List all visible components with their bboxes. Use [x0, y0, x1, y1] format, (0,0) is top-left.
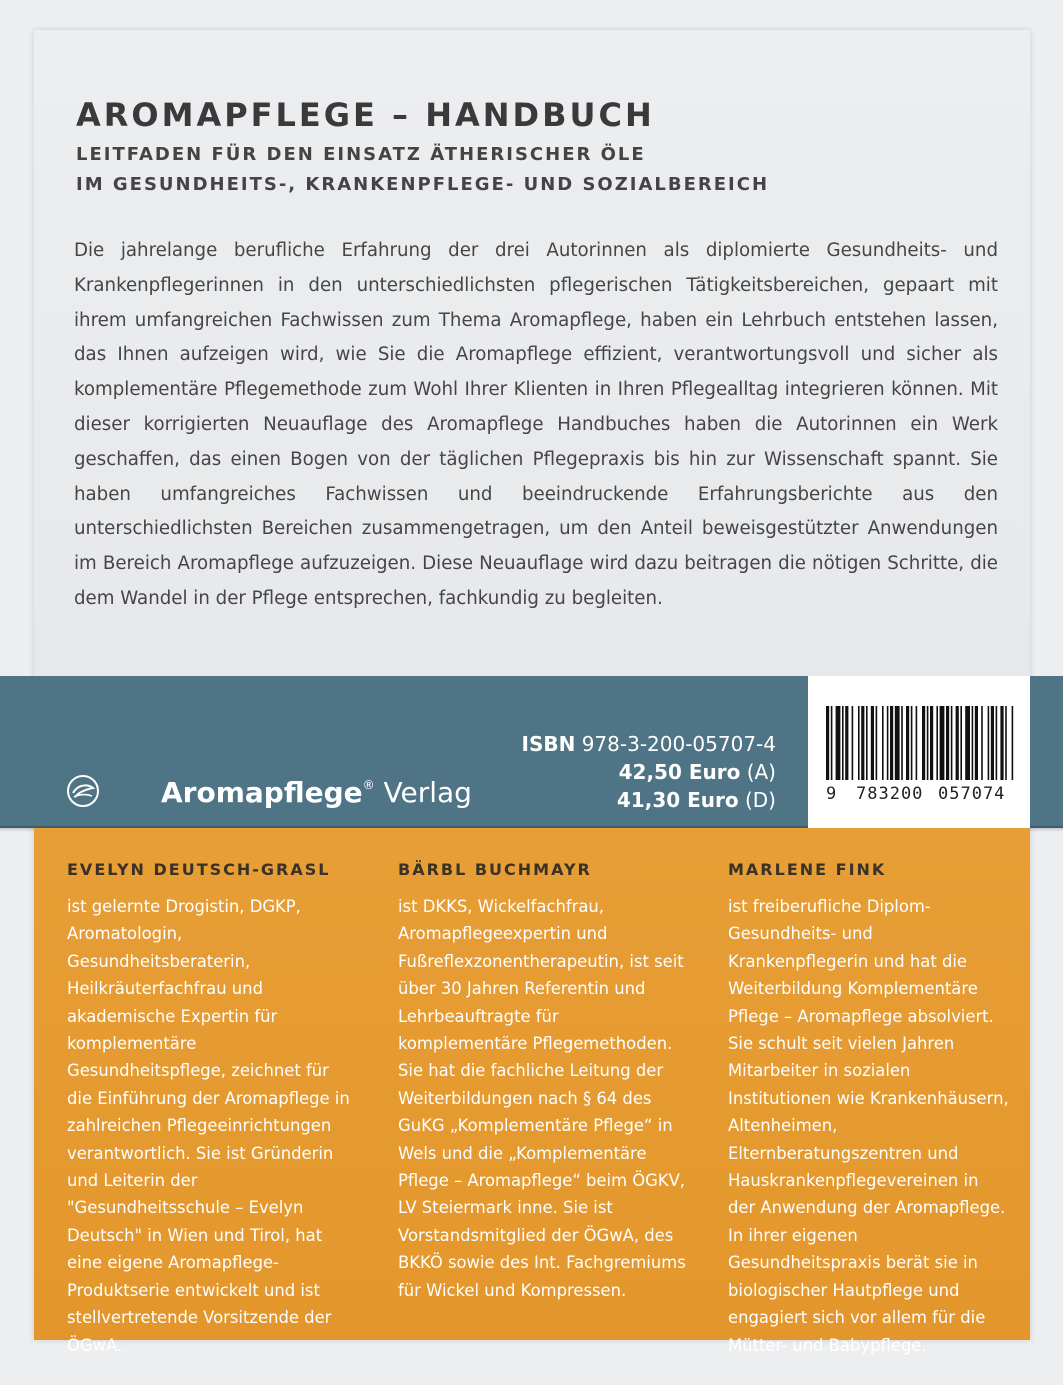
author-column [398, 860, 688, 1304]
leaf-circle-icon [66, 774, 100, 808]
author-bio: ist gelernte Drogistin, DGKP, Aromatologin, Gesundheitsberaterin, Heilkräuterfachfrau und akademische Expertin für komplementäre Gesundheitspflege, zeichnet für die Einführung der Aromapflege in zahlreichen Pflegeeinrichtungen verantwortlich. Sie ist Gründerin und Leiterin der "Gesundheitsschule – Evelyn Deutsch" in Wien und Tirol, hat eine eigene Aromapflege-Produktserie entwickelt und ist stellvertretende Vorsitzende der ÖGwA. [67, 897, 350, 1355]
publisher-name [161, 776, 472, 809]
barcode-group-2: 057074 [938, 784, 1006, 804]
isbn-label: ISBN [521, 732, 576, 756]
barcode-bars [808, 676, 1030, 828]
barcode [808, 676, 1030, 828]
barcode-bar [936, 706, 938, 780]
author-bio: ist freiberufliche Diplom-Gesundheits- und Krankenpflegerin und hat die Weiterbildung Komplementäre Pflege – Aromapflege absolviert. Sie schult seit vielen Jahren Mitarbeiter in sozialen Institutionen wie Krankenhäusern, Altenheimen, Elternberatungszentren und Hauskrankenpflegevereinen in der Anwendung der Aromapflege. In ihrer eigenen Gesundheitspraxis berät sie in biologischer Hautpflege und engagiert sich vor allem für die Mütter- und Babypflege. [728, 897, 1009, 1355]
author-name: BÄRBL BUCHMAYR [398, 860, 592, 879]
barcode-bar [956, 706, 959, 780]
barcode-bar [965, 706, 970, 780]
barcode-bar [946, 706, 949, 780]
barcode-bar [916, 706, 918, 780]
barcode-bar [845, 706, 848, 780]
barcode-bar [842, 706, 844, 780]
barcode-group-1: 783200 [856, 784, 924, 804]
book-subtitle-line-2: IM GESUNDHEITS-, KRANKENPFLEGE- UND SOZIALBEREICH [76, 174, 770, 195]
barcode-lead-digit: 9 [826, 784, 837, 804]
author-name: EVELYN DEUTSCH-GRASL [67, 860, 331, 879]
barcode-bar [1012, 706, 1014, 780]
isbn-line [522, 730, 776, 758]
author-name: MARLENE FINK [728, 860, 887, 879]
barcode-bar [981, 706, 983, 780]
barcode-bar [826, 706, 829, 780]
barcode-bar [895, 706, 900, 780]
publisher-name-rest: Verlag [374, 776, 472, 809]
price-amount: 41,30 Euro [616, 788, 739, 812]
barcode-bar [901, 706, 903, 780]
barcode-bar [836, 706, 841, 780]
barcode-bar [831, 706, 833, 780]
barcode-bar [960, 706, 962, 780]
authors-panel [34, 828, 1030, 1355]
barcode-bar [951, 706, 953, 780]
registered-mark: ® [362, 778, 375, 792]
book-description: Die jahrelange berufliche Erfahrung der drei Autorinnen als diplomierte Gesundheits- und Krankenpflegerinnen in den unterschiedlichsten pflegerischen Tätigkeitsbereichen, gepaart mit ihrem umfangreichen Fachwissen zum Thema Aromapflege, haben ein Lehrbuch entstehen lassen, das Ihnen aufzeigen wird, wie Sie die Aromapflege effizient, verantwortungsvoll und sicher als komplementäre Pflegemethode zum Wohl Ihrer Klienten in Ihren Pflegealltag integrieren können. Mit dieser korrigierten Neuauflage des Aromapflege Handbuches haben die Autorinnen ein Werk geschaffen, das einen Bogen von der täglichen Pflegepraxis bis hin zur Wissenschaft spannt. Sie haben umfangreiches Fachwissen und beeindruckende Erfahrungsberichte aus den unterschiedlichsten Bereichen zusammengetragen, um den Anteil beweisgestützter Anwendungen im Bereich Aromapflege aufzuzeigen. Diese Neuauflage wird dazu beitragen die nötigen Schritte, die dem Wandel in der Pflege entsprechen, fachkundig zu begleiten. [74, 240, 998, 609]
barcode-bar [927, 706, 929, 780]
barcode-bar [988, 706, 990, 780]
book-title: AROMAPFLEGE – HANDBUCH [76, 96, 655, 134]
isbn-price-block [522, 730, 776, 814]
author-column [67, 860, 357, 1359]
price-region: (A) [740, 760, 776, 784]
barcode-bar [940, 706, 945, 780]
isbn-number: 978-3-200-05707-4 [575, 732, 776, 756]
book-back-cover [34, 30, 1030, 1355]
barcode-bar [991, 706, 994, 780]
barcode-bar [930, 706, 933, 780]
barcode-bar [876, 706, 878, 780]
barcode-bar [1005, 706, 1007, 780]
barcode-bar [972, 706, 974, 780]
author-bio: ist DKKS, Wickelfachfrau, Aromapflegeexpertin und Fußreflexzonentherapeutin, ist seit über 30 Jahren Referentin und Lehrbeauftragte für komplementäre Pflegemethoden. Sie hat die fachliche Leitung der Weiterbildungen nach § 64 des GuKG „Komplementäre Pflege“ in Wels und die „Komplementäre Pflege – Aromapflege“ beim ÖGKV, LV Steiermark inne. Sie ist Vorstandsmitglied der ÖGwA, des BKKÖ sowie des Int. Fachgremiums für Wickel und Kompressen. [398, 897, 686, 1300]
barcode-bar [871, 706, 874, 780]
publisher-name-bold: Aromapflege [161, 776, 363, 809]
author-column [728, 860, 1010, 1359]
barcode-bar [911, 706, 913, 780]
price-region: (D) [738, 788, 776, 812]
book-subtitle-line-1: LEITFADEN FÜR DEN EINSATZ ÄTHERISCHER ÖLE [76, 144, 646, 165]
barcode-bar [858, 706, 860, 780]
barcode-bar [996, 706, 998, 780]
barcode-bar [1000, 706, 1003, 780]
barcode-bar [861, 706, 864, 780]
description-panel [34, 30, 1030, 678]
barcode-bar [866, 706, 868, 780]
barcode-bar [887, 706, 889, 780]
barcode-bar [852, 706, 854, 780]
price-amount: 42,50 Euro [618, 760, 741, 784]
barcode-bar [922, 706, 925, 780]
barcode-bar [906, 706, 909, 780]
barcode-bar [890, 706, 893, 780]
barcode-bar [882, 706, 884, 780]
barcode-bar [975, 706, 978, 780]
price-austria [522, 758, 776, 786]
price-germany [522, 786, 776, 814]
